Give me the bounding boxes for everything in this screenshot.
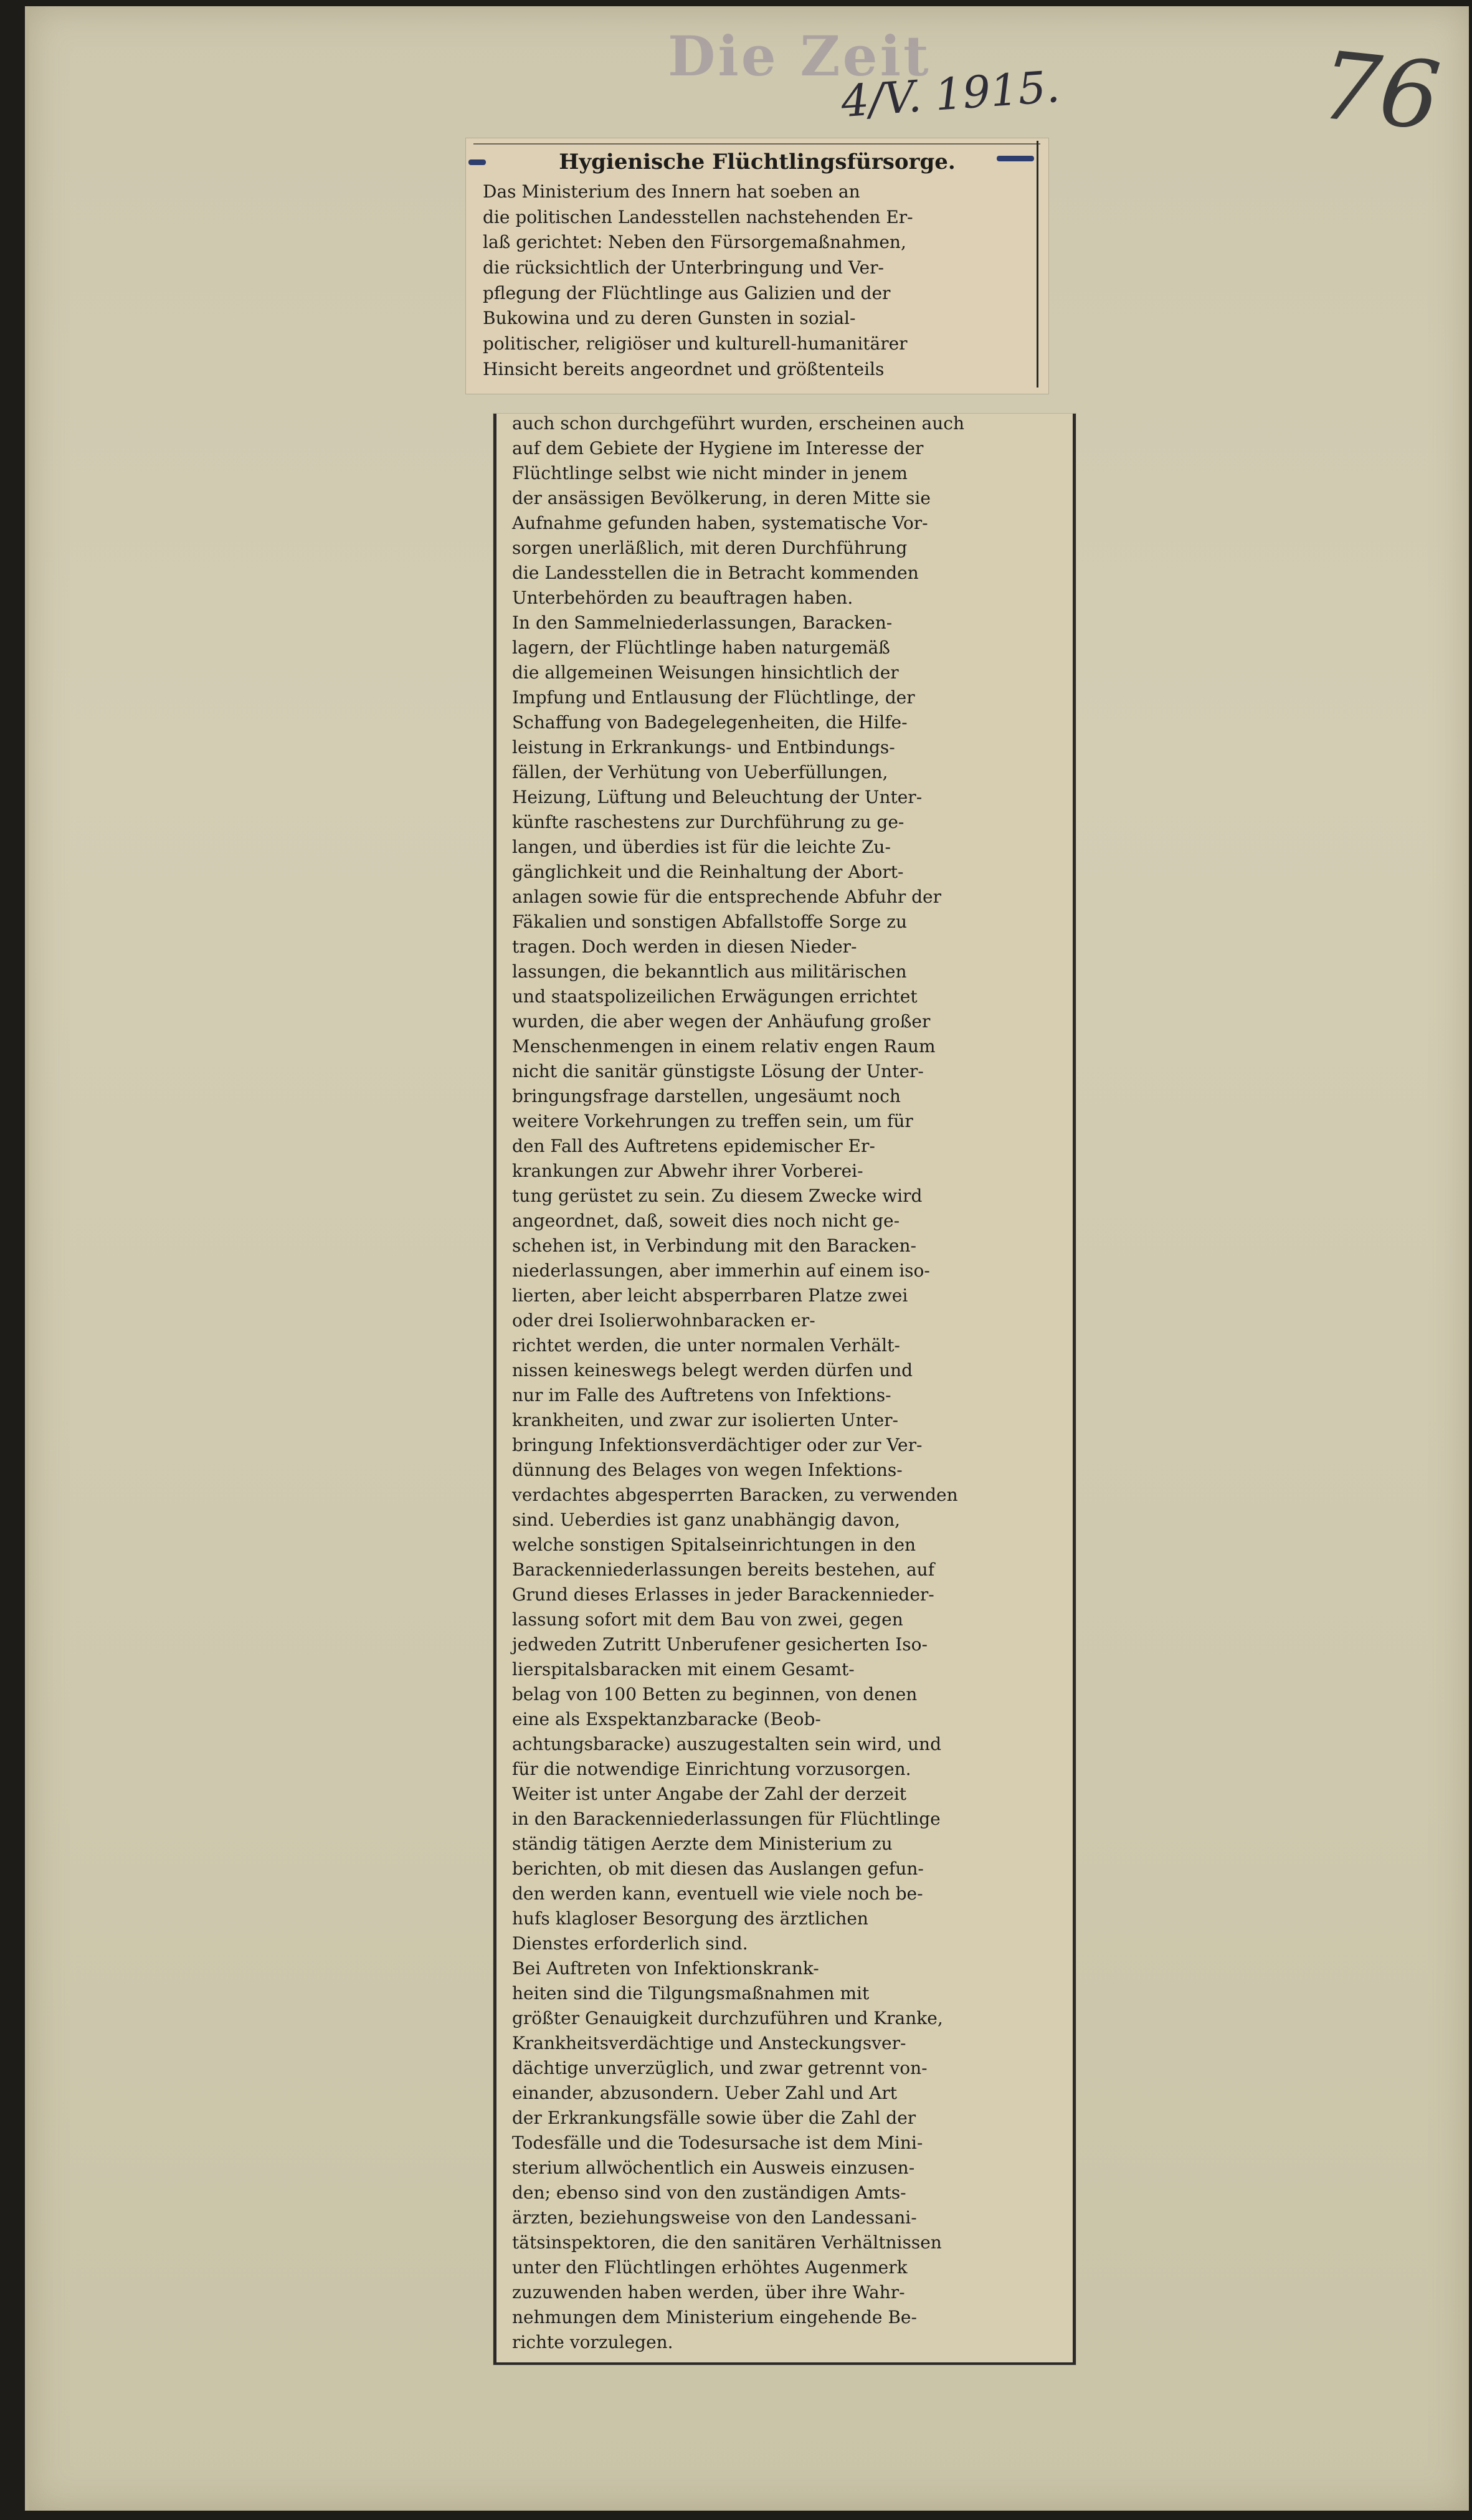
body-line: langen, und überdies ist für die leichte Zu- [512,837,891,857]
body-line: angeordnet, daß, soweit dies noch nicht ge- [512,1210,900,1231]
body-line: Barackenniederlassungen bereits bestehen, auf [512,1559,935,1580]
body-line: den werden kann, eventuell wie viele noch be- [512,1883,923,1904]
body-line: Unterbehörden zu beauftragen haben. [512,587,853,608]
folio-number: 76 [1315,31,1445,152]
body-line: jedweden Zutritt Unberufener gesicherten Iso- [512,1634,928,1655]
body-line: ständig tätigen Aerzte dem Ministerium zu [512,1833,893,1854]
body-line: nissen keineswegs belegt werden dürfen und [512,1360,913,1381]
body-line: Heizung, Lüftung und Beleuchtung der Unter- [512,787,923,807]
intro-line: pflegung der Flüchtlinge aus Galizien und der [483,282,891,303]
body-line: Schaffung von Badegelegenheiten, die Hilfe- [512,712,908,733]
body-line: lagern, der Flüchtlinge haben naturgemäß [512,637,890,658]
intro-line: Hinsicht bereits angeordnet und größtenteils [483,358,885,379]
body-line: nicht die sanitär günstigste Lösung der Unter- [512,1061,924,1082]
body-line: einander, abzusondern. Ueber Zahl und Art [512,2083,897,2103]
body-line: achtungsbaracke) auszugestalten sein wird, und [512,1734,942,1754]
body-line: wurden, die aber wegen der Anhäufung großer [512,1011,931,1032]
body-line: ärzten, beziehungsweise von den Landessani- [512,2207,917,2228]
body-line: verdachtes abgesperrten Baracken, zu verwenden [512,1485,958,1505]
body-line: für die notwendige Einrichtung vorzusorgen. [512,1759,911,1779]
column-rule-top-right [1037,141,1038,388]
body-line: unter den Flüchtlingen erhöhtes Augenmerk [512,2257,908,2278]
body-line: der Erkrankungsfälle sowie über die Zahl der [512,2108,916,2128]
body-line: hufs klagloser Besorgung des ärztlichen [512,1908,868,1929]
body-line: den; ebenso sind von den zuständigen Amts- [512,2182,906,2203]
body-line: eine als Exspektanzbaracke (Beob- [512,1709,821,1729]
body-line: Krankheitsverdächtige und Ansteckungsver- [512,2033,906,2053]
body-line: anlagen sowie für die entsprechende Abfuhr der [512,887,942,907]
body-line: Aufnahme gefunden haben, systematische Vor- [512,513,928,533]
body-line: Grund dieses Erlasses in jeder Barackennieder- [512,1584,934,1605]
article-title: Hygienische Flüchtlingsfürsorge. [559,150,956,174]
body-line: die allgemeinen Weisungen hinsichtlich der [512,662,899,683]
body-line: Impfung und Entlausung der Flüchtlinge, der [512,687,915,708]
intro-line: laß gerichtet: Neben den Fürsorgemaßnahmen, [483,232,906,253]
body-line: weitere Vorkehrungen zu treffen sein, um für [512,1111,913,1131]
body-line: fällen, der Verhütung von Ueberfüllungen, [512,762,888,782]
body-line: lierspitalsbaracken mit einem Gesamt- [512,1659,855,1680]
body-line: richte vorzulegen. [512,2332,673,2352]
body-line: Todesfälle und die Todesursache ist dem Mini- [512,2132,923,2153]
body-line: schehen ist, in Verbindung mit den Baracken- [512,1235,916,1256]
body-line: lassungen, die bekanntlich aus militärischen [512,961,907,982]
body-line: richtet werden, die unter normalen Verhält- [512,1335,900,1356]
body-line: zuzuwenden haben werden, über ihre Wahr- [512,2282,905,2303]
body-line: Flüchtlinge selbst wie nicht minder in jenem [512,463,908,483]
article-intro [483,179,913,383]
intro-line: Das Ministerium des Innern hat soeben an [483,181,860,202]
body-line: tätsinspektoren, die den sanitären Verhältnissen [512,2232,942,2253]
body-line: auf dem Gebiete der Hygiene im Interesse der [512,438,924,459]
body-line: Weiter ist unter Angabe der Zahl der derzeit [512,1784,907,1804]
body-line: Menschenmengen in einem relativ engen Raum [512,1036,936,1057]
body-line: Dienstes erforderlich sind. [512,1933,748,1954]
column-rule-right [1073,414,1076,2362]
body-line: lierten, aber leicht absperrbaren Platze zwei [512,1285,908,1306]
body-line: bringung Infektionsverdächtiger oder zur Ver- [512,1435,923,1455]
intro-line: Bukowina und zu deren Gunsten in sozial- [483,308,856,329]
body-line: niederlassungen, aber immerhin auf einem iso- [512,1260,930,1281]
body-line: größter Genauigkeit durchzuführen und Kranke, [512,2008,943,2028]
body-line: sterium allwöchentlich ein Ausweis einzusen- [512,2157,915,2178]
clipping-top-rule [473,143,1040,145]
article-body [512,411,964,2355]
body-line: krankungen zur Abwehr ihrer Vorberei- [512,1161,863,1181]
body-line: tung gerüstet zu sein. Zu diesem Zwecke wird [512,1186,923,1206]
body-line: künfte raschestens zur Durchführung zu ge- [512,812,905,832]
intro-line: die rücksichtlich der Unterbringung und Ver- [483,257,884,278]
body-line: krankheiten, und zwar zur isolierten Unter- [512,1410,899,1430]
body-line: bringungsfrage darstellen, ungesäumt noch [512,1086,901,1106]
body-line: nehmungen dem Ministerium eingehende Be- [512,2307,917,2327]
body-line: in den Barackenniederlassungen für Flüchtlinge [512,1809,941,1829]
body-line: oder drei Isolierwohnbaracken er- [512,1310,815,1331]
body-line: den Fall des Auftretens epidemischer Er- [512,1136,875,1156]
body-line: lassung sofort mit dem Bau von zwei, gegen [512,1609,903,1630]
body-line: sorgen unerläßlich, mit deren Durchführung [512,538,908,558]
body-line: dächtige unverzüglich, und zwar getrennt von- [512,2058,928,2078]
body-line: sind. Ueberdies ist ganz unabhängig davon, [512,1510,900,1530]
body-line: die Landesstellen die in Betracht kommenden [512,563,919,583]
body-line: In den Sammelniederlassungen, Baracken- [512,612,893,633]
intro-line: die politischen Landesstellen nachstehenden Er- [483,206,913,227]
body-line: auch schon durchgeführt wurden, erscheinen auch [512,413,964,434]
body-line: dünnung des Belages von wegen Infektions- [512,1460,903,1480]
newspaper-stamp: Die Zeit [668,24,931,88]
body-line: Bei Auftreten von Infektionskrank- [512,1958,819,1979]
body-line: nur im Falle des Auftretens von Infektions- [512,1385,891,1405]
intro-line: politischer, religiöser und kulturell-humanitärer [483,333,908,354]
body-line: der ansässigen Bevölkerung, in deren Mitte sie [512,488,931,508]
body-line: gänglichkeit und die Reinhaltung der Abort- [512,862,904,882]
body-line: berichten, ob mit diesen das Auslangen gefun- [512,1858,924,1879]
body-line: und staatspolizeilichen Erwägungen errichtet [512,986,918,1007]
body-line: belag von 100 Betten zu beginnen, von denen [512,1684,918,1705]
body-line: Fäkalien und sonstigen Abfallstoffe Sorge zu [512,911,908,932]
body-line: leistung in Erkrankungs- und Entbindungs- [512,737,895,758]
body-line: welche sonstigen Spitalseinrichtungen in den [512,1534,916,1555]
column-rule-bottom [493,2362,1076,2365]
body-line: tragen. Doch werden in diesen Nieder- [512,936,857,957]
body-line: heiten sind die Tilgungsmaßnahmen mit [512,1983,870,2004]
column-rule-left [493,414,496,2362]
handwritten-date: 4/V. 1915. [839,60,1061,128]
